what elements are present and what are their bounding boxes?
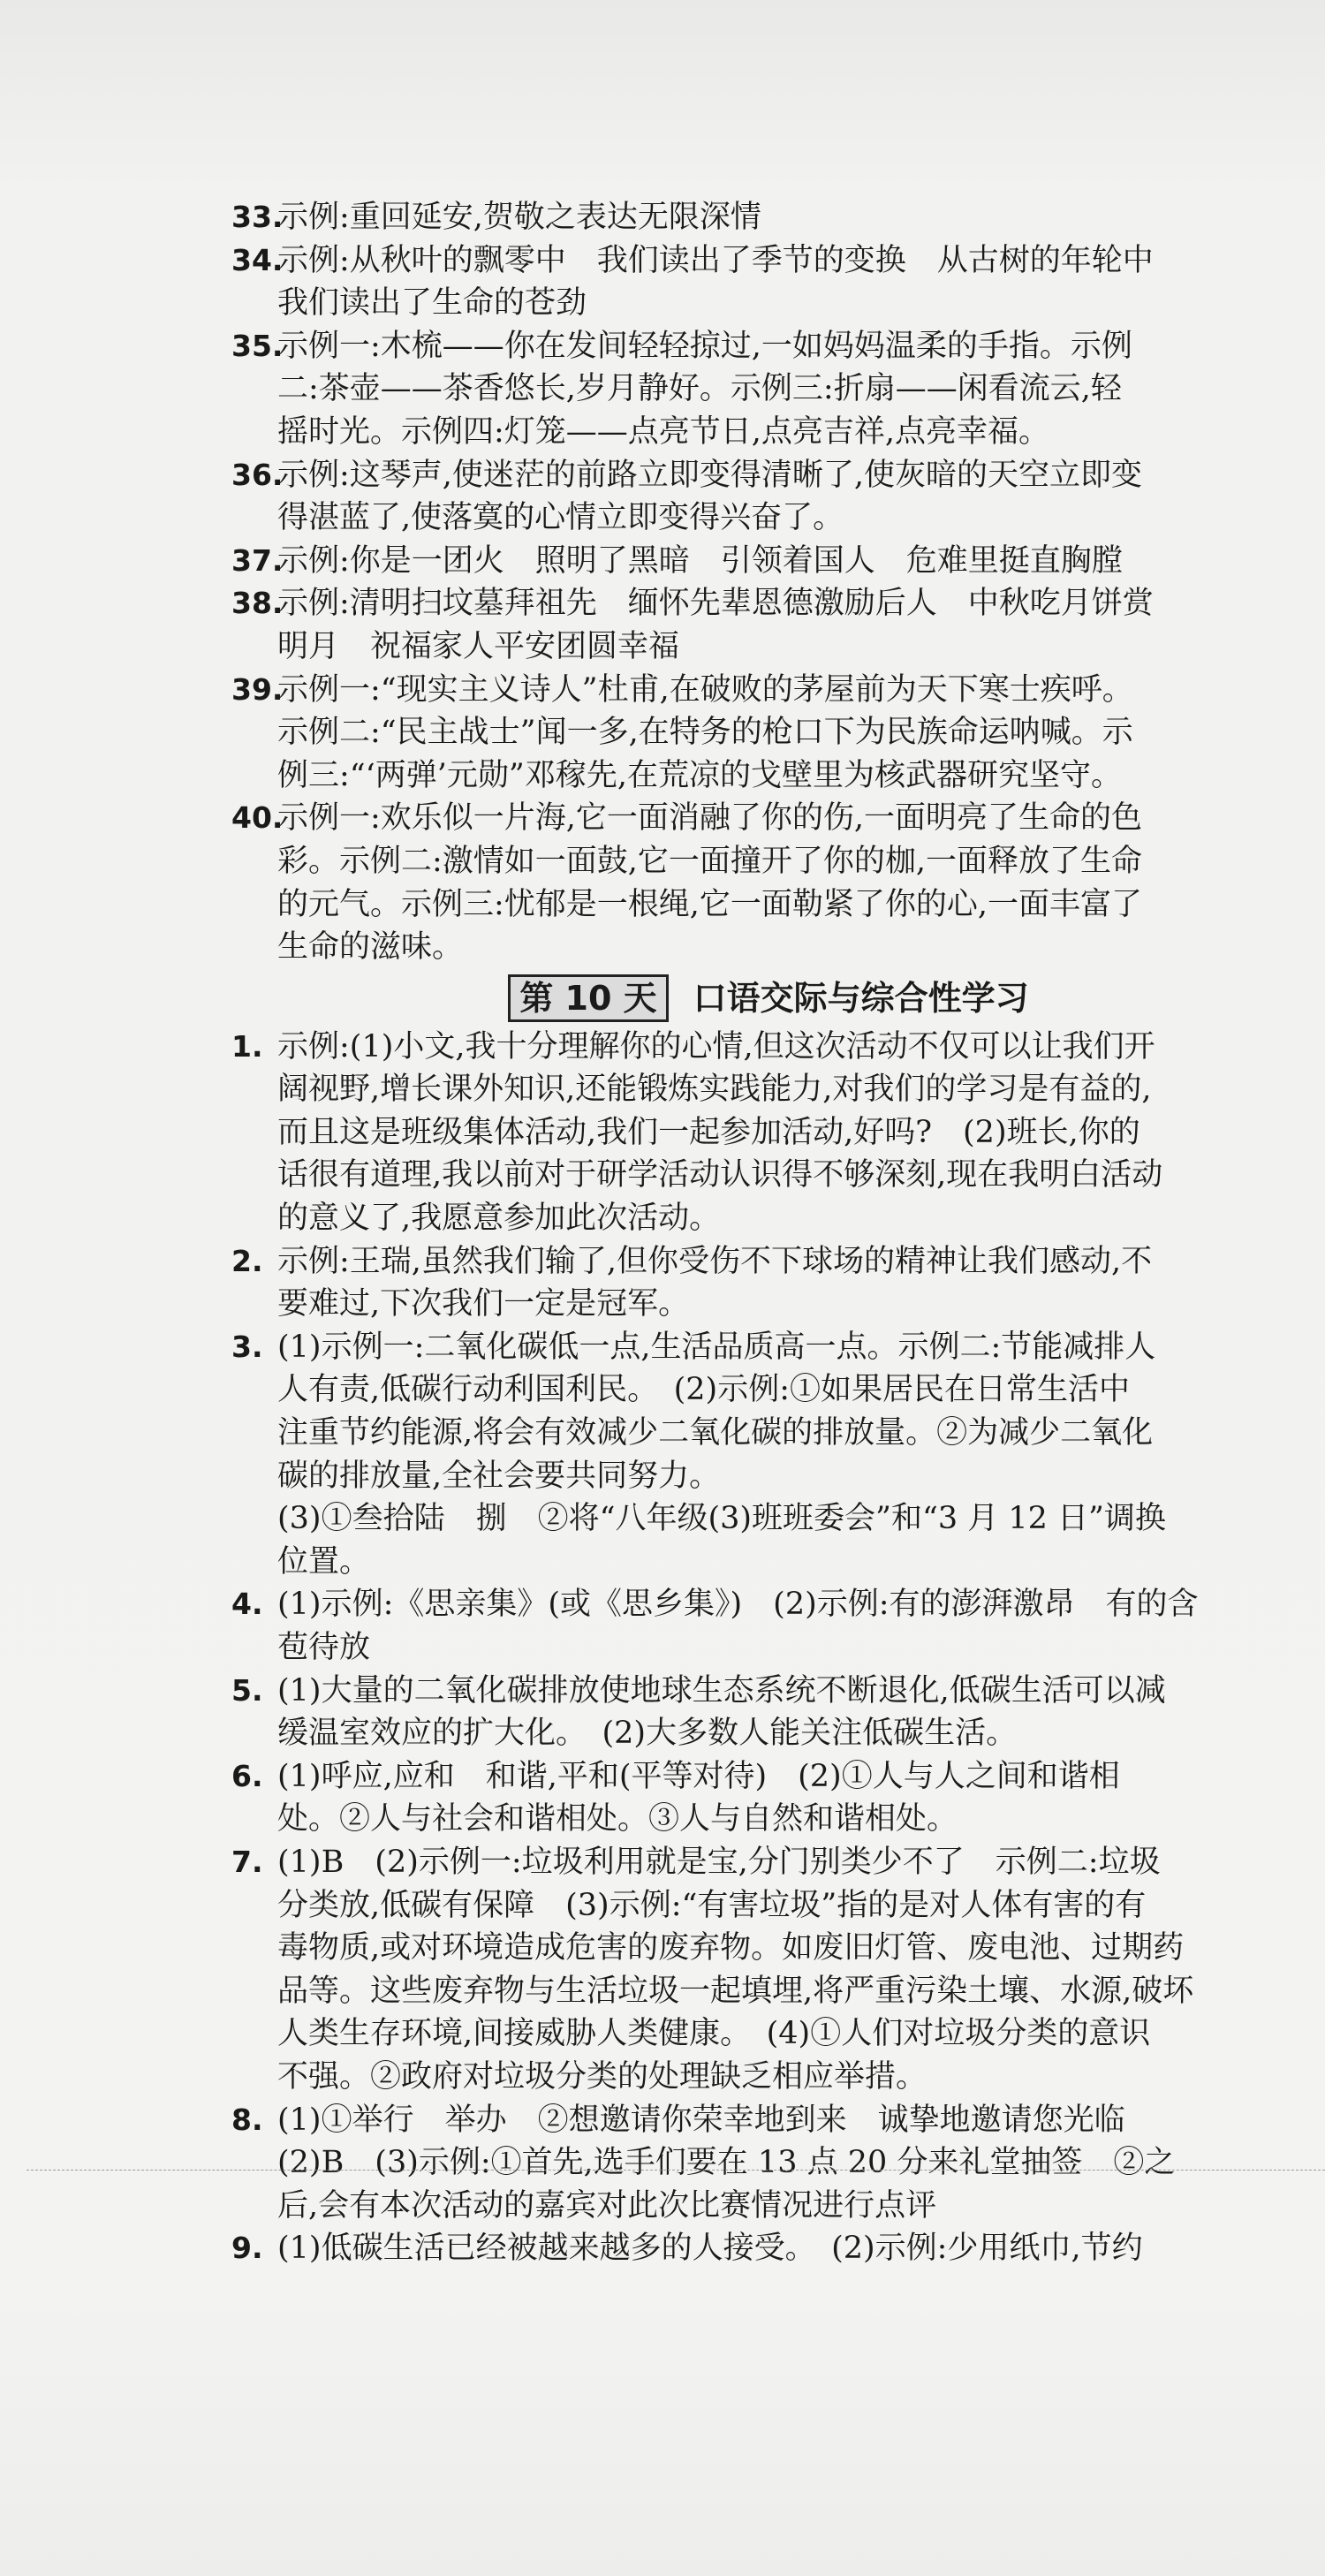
answer-item <box>231 582 1298 668</box>
answer-text-line: 例三:“‘两弹’元勋”邓稼先,在荒凉的戈壁里为核武器研究坚守。 <box>277 757 1122 793</box>
answer-number: 36. <box>231 457 284 492</box>
answer-text-line: 人类生存环境,间接威胁人类健康。 (4)①人们对垃圾分类的意识 <box>277 2016 1151 2052</box>
answer-number: 34. <box>231 242 284 277</box>
answer-text-line: 阔视野,增长课外知识,还能锻炼实践能力,对我们的学习是有益的, <box>277 1072 1152 1108</box>
answer-text-line: 我们读出了生命的苍劲 <box>277 285 587 322</box>
answer-text-line: 生命的滋味。 <box>277 929 464 966</box>
answer-text-line: 示例:从秋叶的飘零中 我们读出了季节的变换 从古树的年轮中 <box>277 242 1154 278</box>
answer-content <box>231 196 1298 2270</box>
answer-text-line: (3)①叁拾陆 捌 ②将“八年级(3)班班委会”和“3 月 12 日”调换 <box>277 1501 1166 1537</box>
answer-text-line: 毒物质,或对环境造成危害的废弃物。如废旧灯管、废电池、过期药 <box>277 1930 1185 1966</box>
answer-item <box>231 1841 1298 2099</box>
answer-text-line: 示例:重回延安,贺敬之表达无限深情 <box>277 200 761 235</box>
answer-text-line: 示例一:“现实主义诗人”杜甫,在破败的茅屋前为天下寒士疾呼。 <box>277 671 1133 708</box>
answer-number: 37. <box>231 542 284 578</box>
answer-text-line: 示例二:“民主战士”闻一多,在特务的枪口下为民族命运呐喊。示 <box>277 715 1133 751</box>
answer-number: 4. <box>231 1587 263 1622</box>
answer-text-line: 不强。②政府对垃圾分类的处理缺乏相应举措。 <box>277 2058 928 2095</box>
answer-number: 38. <box>231 586 284 621</box>
answer-item <box>231 797 1298 968</box>
answer-item <box>231 669 1298 798</box>
answer-text-line: (2)B (3)示例:①首先,选手们要在 13 点 20 分来礼堂抽签 ②之 <box>277 2145 1176 2181</box>
answer-number: 8. <box>231 2102 263 2137</box>
answer-text-line: (1)B (2)示例一:垃圾利用就是宝,分门别类少不了 示例二:垃圾 <box>277 1844 1161 1880</box>
answer-number: 2. <box>231 1243 263 1278</box>
answer-text-line: 摇时光。示例四:灯笼——点亮节日,点亮吉祥,点亮幸福。 <box>277 413 1050 450</box>
answer-item <box>231 1026 1298 1240</box>
answer-number: 35. <box>231 328 284 363</box>
answer-number: 6. <box>231 1758 263 1793</box>
answer-number: 9. <box>231 2231 263 2266</box>
answer-item <box>231 1326 1298 1584</box>
answer-item <box>231 540 1298 583</box>
section-header <box>238 973 1298 1024</box>
answer-text-line: 碳的排放量,全社会要共同努力。 <box>277 1458 721 1494</box>
answer-item <box>231 2099 1298 2228</box>
answer-text-line: 分类放,低碳有保障 (3)示例:“有害垃圾”指的是对人体有害的有 <box>277 1887 1147 1923</box>
answer-text-line: 处。②人与社会和谐相处。③人与自然和谐相处。 <box>277 1801 958 1837</box>
answer-text-line: 要难过,下次我们一定是冠军。 <box>277 1286 690 1322</box>
section-title: 口语交际与综合性学习 <box>693 978 1029 1018</box>
answer-item <box>231 454 1298 540</box>
answer-number: 5. <box>231 1672 263 1708</box>
answer-text-line: 位置。 <box>277 1543 371 1580</box>
answer-number: 3. <box>231 1329 263 1364</box>
answer-text-line: 示例:王瑞,虽然我们输了,但你受伤不下球场的精神让我们感动,不 <box>277 1243 1153 1279</box>
answer-text-line: 的意义了,我愿意参加此次活动。 <box>277 1201 721 1237</box>
answer-number: 33. <box>231 200 284 234</box>
answer-text-line: 明月 祝福家人平安团圆幸福 <box>277 628 680 664</box>
answer-text-line: (1)呼应,应和 和谐,平和(平等对待) (2)①人与人之间和谐相 <box>277 1758 1120 1794</box>
answer-text-line: 彩。示例二:激情如一面鼓,它一面撞开了你的枷,一面释放了生命 <box>277 843 1143 879</box>
answer-item <box>231 1583 1298 1669</box>
answer-text-line: 话很有道理,我以前对于研学活动认识得不够深刻,现在我明白活动 <box>277 1157 1163 1193</box>
answer-text-line: 品等。这些废弃物与生活垃圾一起填埋,将严重污染土壤、水源,破坏 <box>277 1973 1194 2009</box>
answer-text-line: 得湛蓝了,使落寞的心情立即变得兴奋了。 <box>277 500 844 536</box>
answer-text-line: 而且这是班级集体活动,我们一起参加活动,好吗? (2)班长,你的 <box>277 1114 1140 1150</box>
answer-text-line: 示例一:木梳——你在发间轻轻掠过,一如妈妈温柔的手指。示例 <box>277 328 1132 364</box>
answer-number: 1. <box>231 1028 263 1064</box>
answer-text-line: 注重节约能源,将会有效减少二氧化碳的排放量。②为减少二氧化 <box>277 1415 1154 1451</box>
answer-list-part2 <box>231 1026 1298 2270</box>
answer-text-line: 的元气。示例三:忧郁是一根绳,它一面勒紧了你的心,一面丰富了 <box>277 886 1143 922</box>
answer-item <box>231 239 1298 325</box>
answer-item <box>231 196 1298 239</box>
answer-number: 7. <box>231 1844 263 1879</box>
answer-item <box>231 2227 1298 2270</box>
answer-number: 39. <box>231 671 284 707</box>
answer-text-line: (1)示例一:二氧化碳低一点,生活品质高一点。示例二:节能减排人 <box>277 1329 1156 1365</box>
answer-item <box>231 1240 1298 1326</box>
fold-line <box>26 2170 1325 2171</box>
answer-text-line: 示例:清明扫坟墓拜祖先 缅怀先辈恩德激励后人 中秋吃月饼赏 <box>277 586 1154 622</box>
answer-text-line: 示例一:欢乐似一片海,它一面消融了你的伤,一面明亮了生命的色 <box>277 800 1143 837</box>
answer-number: 40. <box>231 800 284 836</box>
answer-text-line: (1)①举行 举办 ②想邀请你荣幸地到来 诚挚地邀请您光临 <box>277 2102 1125 2138</box>
answer-text-line: (1)示例:《思亲集》(或《思乡集》) (2)示例:有的澎湃激昂 有的含 <box>277 1587 1199 1623</box>
day-label-box: 第 10 天 <box>508 974 668 1022</box>
answer-item <box>231 1670 1298 1755</box>
answer-text-line: 示例:(1)小文,我十分理解你的心情,但这次活动不仅可以让我们开 <box>277 1028 1155 1064</box>
answer-item <box>231 325 1298 454</box>
answer-text-line: 人有责,低碳行动利国利民。 (2)示例:①如果居民在日常生活中 <box>277 1372 1130 1408</box>
answer-text-line: 缓温室效应的扩大化。 (2)大多数人能关注低碳生活。 <box>277 1716 1018 1752</box>
answer-text-line: 苞待放 <box>277 1630 371 1665</box>
answer-text-line: 二:茶壶——茶香悠长,岁月静好。示例三:折扇——闲看流云,轻 <box>277 371 1122 407</box>
answer-text-line: 示例:这琴声,使迷茫的前路立即变得清晰了,使灰暗的天空立即变 <box>277 457 1143 493</box>
answer-text-line: (1)大量的二氧化碳排放使地球生态系统不断退化,低碳生活可以减 <box>277 1672 1166 1708</box>
answer-list-part1 <box>231 196 1298 969</box>
answer-text-line: 示例:你是一团火 照明了黑暗 引领着国人 危难里挺直胸膛 <box>277 542 1123 579</box>
answer-item <box>231 1755 1298 1841</box>
answer-text-line: 后,会有本次活动的嘉宾对此次比赛情况进行点评 <box>277 2187 937 2224</box>
answer-text-line: (1)低碳生活已经被越来越多的人接受。 (2)示例:少用纸巾,节约 <box>277 2231 1143 2267</box>
